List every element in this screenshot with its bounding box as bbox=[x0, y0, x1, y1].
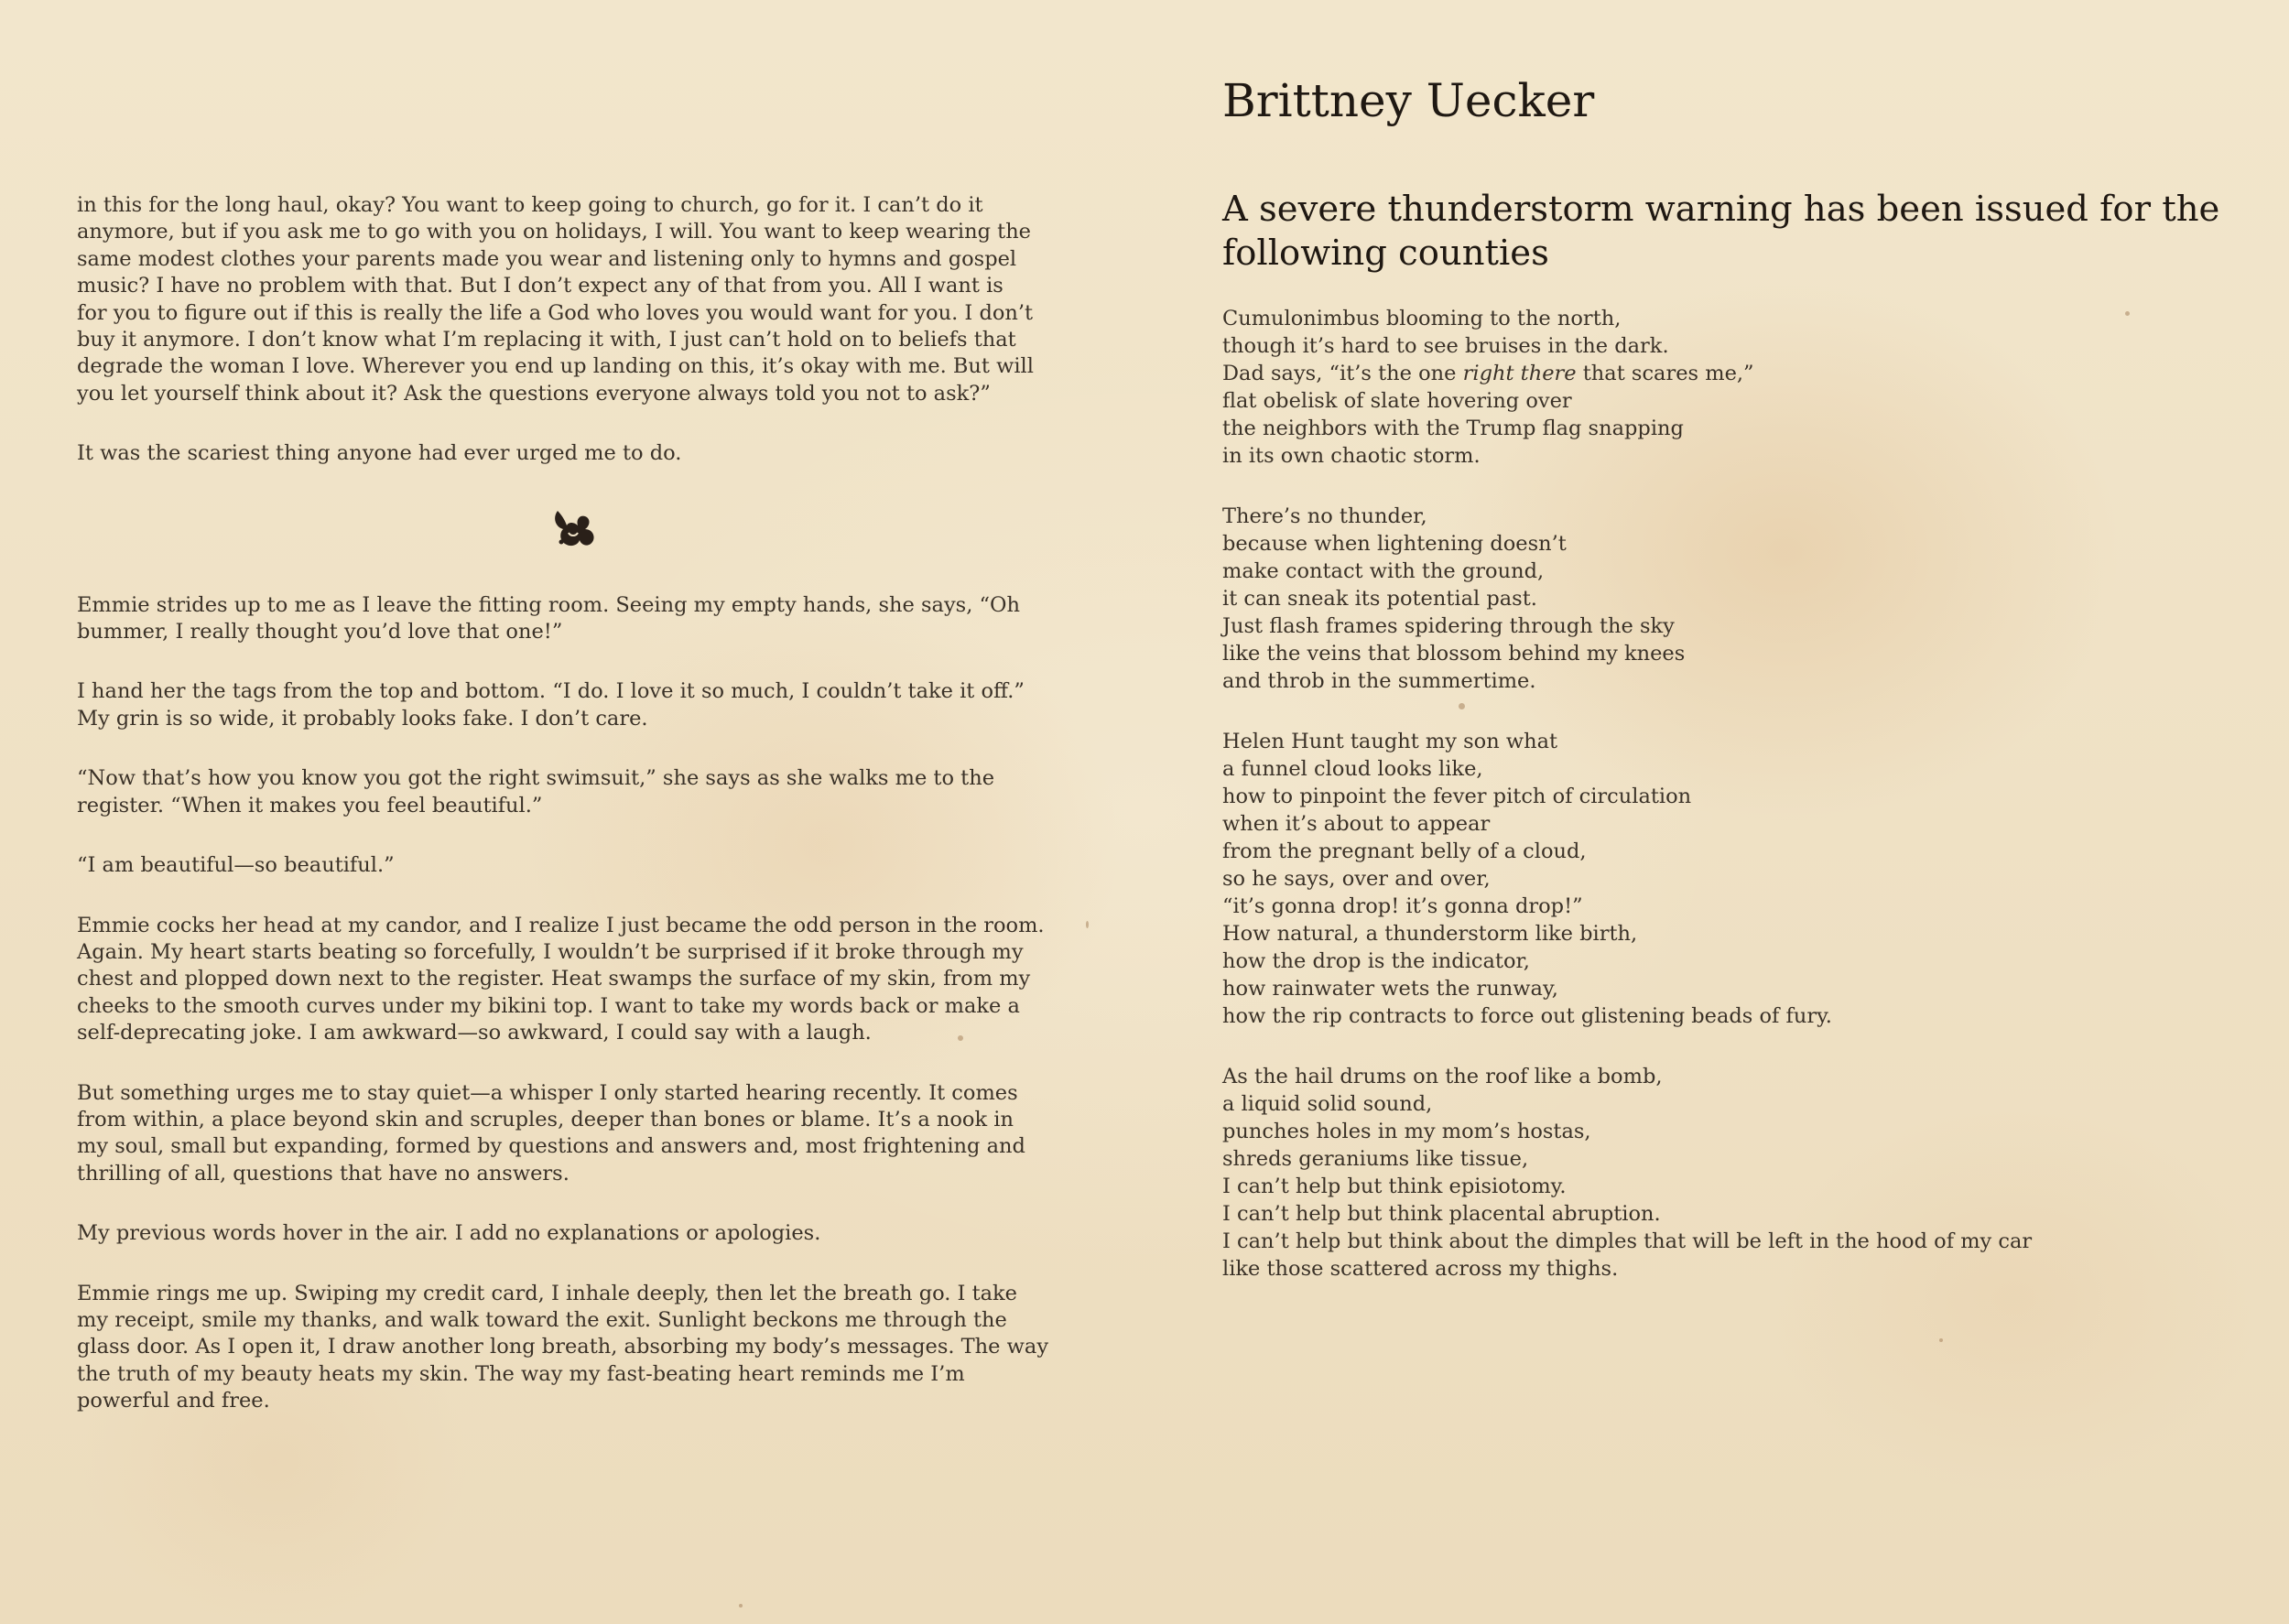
stanza bbox=[1222, 728, 2239, 1030]
text-line: you let yourself think about it? Ask the questions everyone always told you not to ask?” bbox=[77, 381, 991, 406]
poem-line: when it’s about to appear bbox=[1222, 812, 1491, 836]
text-line: powerful and free. bbox=[77, 1389, 270, 1413]
poem-line: though it’s hard to see bruises in the dark. bbox=[1222, 334, 1669, 358]
poem-body bbox=[1222, 305, 2239, 1315]
poem-line: how the drop is the indicator, bbox=[1222, 949, 1530, 973]
poem-line bbox=[1222, 360, 2239, 387]
text-line: I hand her the tags from the top and bottom. “I do. I love it so much, I couldn’t take it off.” bbox=[77, 679, 1025, 704]
poem-line-end: that scares me,” bbox=[1576, 362, 1754, 385]
text-line: music? I have no problem with that. But I don’t expect any of that from you. All I want is bbox=[77, 274, 1003, 298]
text-line: Emmie rings me up. Swiping my credit card, I inhale deeply, then let the breath go. I take bbox=[77, 1281, 1017, 1305]
poem-line: how to pinpoint the fever pitch of circulation bbox=[1222, 785, 1692, 808]
text-line: “I am beautiful—so beautiful.” bbox=[77, 853, 395, 878]
text-line: My grin is so wide, it probably looks fake. I don’t care. bbox=[77, 706, 648, 731]
paragraph bbox=[77, 852, 1079, 879]
paragraph bbox=[77, 1220, 1079, 1247]
text-line: cheeks to the smooth curves under my bikini top. I want to take my words back or make a bbox=[77, 993, 1020, 1018]
paragraph bbox=[77, 440, 1079, 467]
text-line: buy it anymore. I don’t know what I’m replacing it with, I just can’t hold on to beliefs that bbox=[77, 328, 1016, 352]
text-line: Emmie strides up to me as I leave the fitting room. Seeing my empty hands, she says, “Oh bbox=[77, 592, 1020, 617]
poem-line: “it’s gonna drop! it’s gonna drop!” bbox=[1222, 894, 1583, 918]
text-line: self-deprecating joke. I am awkward—so awkward, I could say with a laugh. bbox=[77, 1021, 872, 1045]
text-line: for you to figure out if this is really the life a God who loves you would want for you. I don’t bbox=[77, 300, 1034, 325]
poem-line: how rainwater wets the runway, bbox=[1222, 977, 1558, 1001]
text-line: in this for the long haul, okay? You want to keep going to church, go for it. I can’t do it bbox=[77, 193, 983, 217]
poem-line: I can’t help but think about the dimples that will be left in the hood of my car bbox=[1222, 1229, 2033, 1253]
poem-line: Helen Hunt taught my son what bbox=[1222, 730, 1558, 753]
poem-line: flat obelisk of slate hovering over bbox=[1222, 389, 1572, 413]
text-line: thrilling of all, questions that have no answers. bbox=[77, 1161, 570, 1186]
paragraph bbox=[77, 1281, 1079, 1415]
paper-speck bbox=[739, 1604, 743, 1608]
paragraph bbox=[77, 192, 1079, 407]
text-line: the truth of my beauty heats my skin. The way my fast-beating heart reminds me I’m bbox=[77, 1361, 965, 1386]
poem-line: like those scattered across my thighs. bbox=[1222, 1257, 1619, 1281]
stanza bbox=[1222, 503, 2239, 695]
poem-title bbox=[1222, 188, 2239, 276]
poem-line-start: Dad says, “it’s the one bbox=[1222, 362, 1463, 385]
poem-line: in its own chaotic storm. bbox=[1222, 444, 1481, 468]
text-line: My previous words hover in the air. I add no explanations or apologies. bbox=[77, 1221, 821, 1246]
poem-line: because when lightening doesn’t bbox=[1222, 532, 1567, 556]
left-page-prose bbox=[77, 192, 1079, 1448]
poem-line: it can sneak its potential past. bbox=[1222, 587, 1537, 611]
poem-line: make contact with the ground, bbox=[1222, 559, 1545, 583]
paper-speck bbox=[1086, 921, 1089, 928]
paragraph bbox=[77, 678, 1079, 732]
poem-line: I can’t help but think placental abruption. bbox=[1222, 1202, 1661, 1226]
text-line: But something urges me to stay quiet—a whisper I only started hearing recently. It comes bbox=[77, 1080, 1018, 1105]
text-line: degrade the woman I love. Wherever you end up landing on this, it’s okay with me. But will bbox=[77, 354, 1034, 379]
poem-title-line: A severe thunderstorm warning has been issued for the bbox=[1222, 189, 2220, 230]
stanza bbox=[1222, 305, 2239, 470]
text-line: It was the scariest thing anyone had ever urged me to do. bbox=[77, 441, 682, 466]
poem-line: like the veins that blossom behind my knees bbox=[1222, 642, 1686, 666]
poem-line: a liquid solid sound, bbox=[1222, 1092, 1433, 1116]
text-line: anymore, but if you ask me to go with you on holidays, I will. You want to keep wearing the bbox=[77, 220, 1031, 244]
poem-line: There’s no thunder, bbox=[1222, 504, 1427, 528]
paragraph bbox=[77, 913, 1079, 1047]
paper-speck bbox=[2125, 311, 2130, 316]
poem-line: and throb in the summertime. bbox=[1222, 669, 1536, 693]
text-line: my receipt, smile my thanks, and walk toward the exit. Sunlight beckons me through the bbox=[77, 1307, 1007, 1332]
poem-line: a funnel cloud looks like, bbox=[1222, 757, 1483, 781]
text-line: from within, a place beyond skin and scruples, deeper than bones or blame. It’s a nook in bbox=[77, 1107, 1014, 1131]
text-line: glass door. As I open it, I draw another long breath, absorbing my body’s messages. The way bbox=[77, 1335, 1049, 1359]
floral-heart-fleuron-icon bbox=[550, 505, 598, 553]
poem-line: I can’t help but think episiotomy. bbox=[1222, 1175, 1567, 1198]
poem-line: Cumulonimbus blooming to the north, bbox=[1222, 307, 1622, 330]
author-name: Brittney Uecker bbox=[1222, 74, 1595, 127]
poem-title-line: following counties bbox=[1222, 233, 1549, 274]
text-line: register. “When it makes you feel beautiful.” bbox=[77, 793, 543, 817]
italic-phrase: right there bbox=[1462, 362, 1577, 385]
text-line: my soul, small but expanding, formed by questions and answers and, most frightening and bbox=[77, 1134, 1025, 1159]
paragraph bbox=[77, 765, 1079, 819]
text-line: chest and plopped down next to the register. Heat swamps the surface of my skin, from my bbox=[77, 967, 1031, 991]
poem-line: the neighbors with the Trump flag snapping bbox=[1222, 417, 1684, 440]
paper-speck bbox=[1939, 1338, 1943, 1342]
poem-line: so he says, over and over, bbox=[1222, 867, 1491, 891]
paper-speck bbox=[958, 1035, 963, 1041]
stanza bbox=[1222, 1063, 2239, 1283]
poem-line: punches holes in my mom’s hostas, bbox=[1222, 1120, 1591, 1143]
poem-line: How natural, a thunderstorm like birth, bbox=[1222, 922, 1638, 946]
paragraph bbox=[77, 592, 1079, 646]
text-line: bummer, I really thought you’d love that one!” bbox=[77, 620, 563, 644]
paragraph bbox=[77, 1080, 1079, 1188]
text-line: Again. My heart starts beating so forcefully, I wouldn’t be surprised if it broke through my bbox=[77, 939, 1024, 964]
poem-line: how the rip contracts to force out glistening beads of fury. bbox=[1222, 1004, 1832, 1028]
poem-line: As the hail drums on the roof like a bomb, bbox=[1222, 1065, 1663, 1088]
poem-line: Just flash frames spidering through the sky bbox=[1222, 614, 1675, 638]
poem-line: from the pregnant belly of a cloud, bbox=[1222, 839, 1587, 863]
poem-line: shreds geraniums like tissue, bbox=[1222, 1147, 1529, 1171]
text-line: Emmie cocks her head at my candor, and I realize I just became the odd person in the room. bbox=[77, 913, 1045, 937]
text-line: same modest clothes your parents made you wear and listening only to hymns and gospel bbox=[77, 246, 1017, 271]
paper-speck bbox=[1459, 703, 1465, 709]
text-line: “Now that’s how you know you got the right swimsuit,” she says as she walks me to the bbox=[77, 766, 995, 791]
